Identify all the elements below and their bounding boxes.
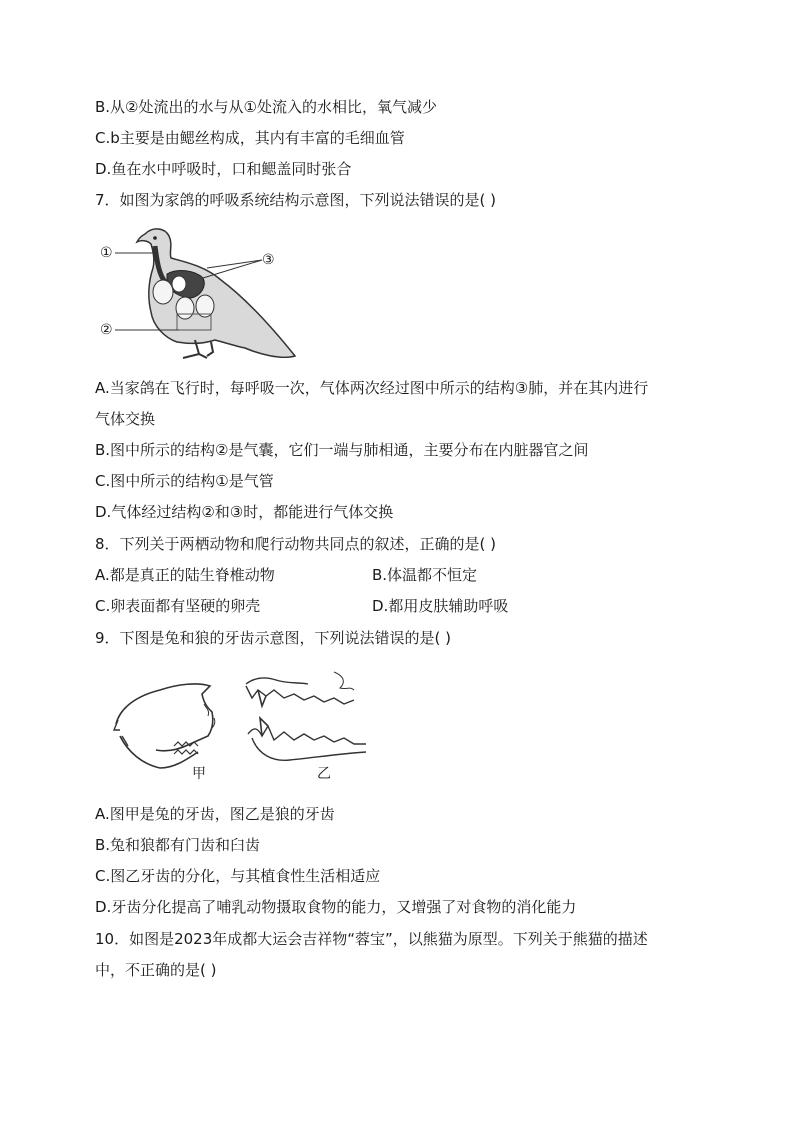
rabbit-wolf-teeth-illustration bbox=[108, 664, 376, 784]
teeth-figure bbox=[108, 664, 376, 784]
q9-option-c: C.图乙牙齿的分化，与其植食性生活相适应 bbox=[95, 867, 381, 885]
q8-option-d: D.都用皮肤辅助呼吸 bbox=[372, 597, 509, 615]
figure-label-1: ① bbox=[100, 245, 113, 261]
figure-label-2: ② bbox=[100, 322, 113, 338]
q9-option-a: A.图甲是兔的牙齿，图乙是狼的牙齿 bbox=[95, 805, 335, 823]
q7-option-b: B.图中所示的结构②是气囊，它们一端与肺相通，主要分布在内脏器官之间 bbox=[95, 441, 589, 459]
pigeon-respiratory-figure bbox=[95, 222, 305, 367]
q10-stem-line1: 10．如图是2023年成都大运会吉祥物“蓉宝”，以熊猫为原型。下列关于熊猫的描述 bbox=[95, 930, 648, 948]
q8-option-c: C.卵表面都有坚硬的卵壳 bbox=[95, 597, 261, 615]
figure-label-3: ③ bbox=[262, 252, 275, 268]
q10-stem-line2: 中，不正确的是( ) bbox=[95, 961, 217, 979]
q8-option-a: A.都是真正的陆生脊椎动物 bbox=[95, 566, 275, 584]
q7-option-a-line1: A.当家鸽在飞行时，每呼吸一次，气体两次经过图中所示的结构③肺，并在其内进行 bbox=[95, 379, 649, 397]
q9-option-b: B.兔和狼都有门齿和臼齿 bbox=[95, 836, 261, 854]
q9-option-d: D.牙齿分化提高了哺乳动物摄取食物的能力，又增强了对食物的消化能力 bbox=[95, 898, 577, 916]
q8-option-b: B.体温都不恒定 bbox=[372, 566, 478, 584]
figure-label-yi: 乙 bbox=[317, 766, 331, 782]
q9-stem: 9．下图是兔和狼的牙齿示意图，下列说法错误的是( ) bbox=[95, 629, 452, 647]
q7-option-c: C.图中所示的结构①是气管 bbox=[95, 472, 274, 490]
q8-stem: 8．下列关于两栖动物和爬行动物共同点的叙述，正确的是( ) bbox=[95, 535, 497, 553]
figure-label-jia: 甲 bbox=[192, 766, 206, 782]
q7-option-a-line2: 气体交换 bbox=[95, 410, 156, 428]
q7-option-d: D.气体经过结构②和③时，都能进行气体交换 bbox=[95, 503, 394, 521]
q6-option-b: B.从②处流出的水与从①处流入的水相比，氧气减少 bbox=[95, 98, 437, 116]
pigeon-illustration bbox=[95, 222, 305, 367]
q6-option-c: C.b主要是由鳃丝构成，其内有丰富的毛细血管 bbox=[95, 129, 405, 147]
q7-stem: 7．如图为家鸽的呼吸系统结构示意图，下列说法错误的是( ) bbox=[95, 191, 497, 209]
q6-option-d: D.鱼在水中呼吸时，口和鳃盖同时张合 bbox=[95, 160, 352, 178]
